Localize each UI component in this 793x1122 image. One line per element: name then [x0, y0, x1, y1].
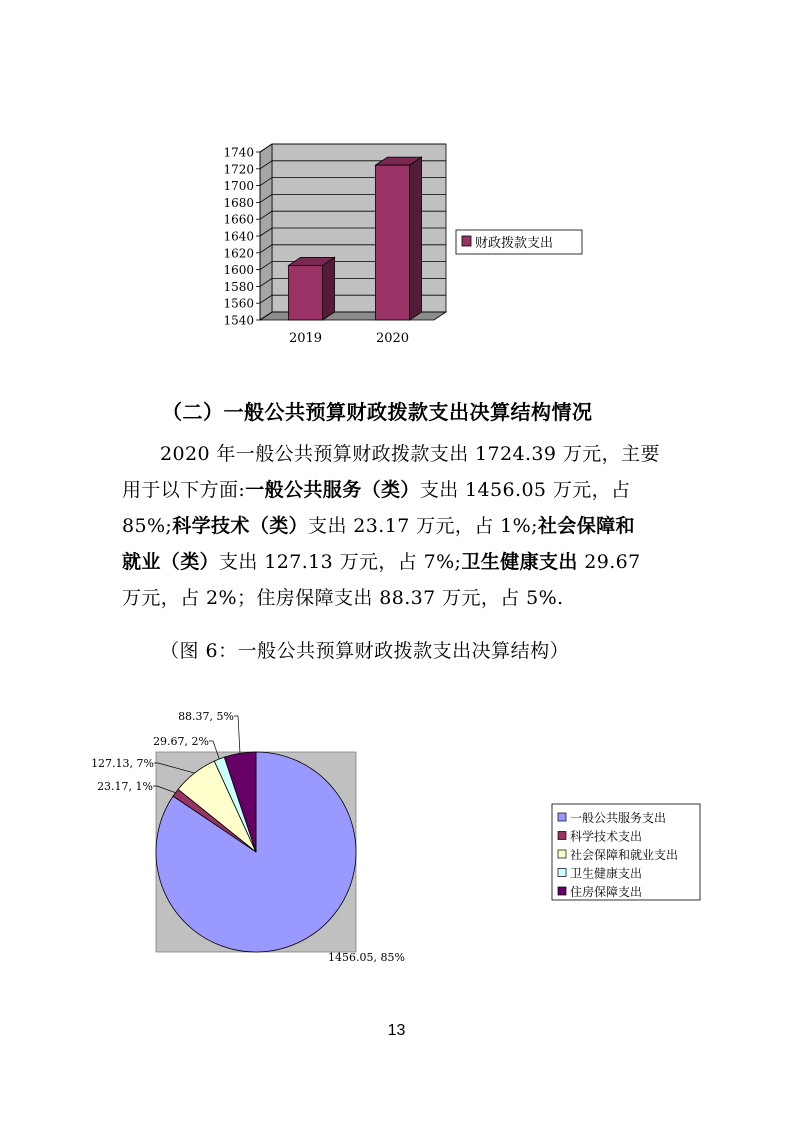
legend-swatch — [558, 887, 566, 895]
y-tick-label: 1740 — [223, 145, 254, 160]
text-segment: 29.67 — [577, 551, 641, 573]
data-label: 23.17, 1% — [97, 780, 153, 793]
y-tick-label: 1640 — [223, 229, 254, 244]
y-tick-label: 1580 — [223, 279, 254, 294]
text-segment: 用于以下方面: — [122, 479, 246, 501]
legend-swatch — [558, 832, 566, 840]
legend-swatch — [462, 236, 471, 246]
y-tick-label: 1600 — [223, 263, 254, 278]
data-label: 88.37, 5% — [178, 710, 234, 723]
legend-swatch — [558, 869, 566, 877]
text-segment: 支出 23.17 万元，占 1%; — [308, 515, 538, 537]
legend-label: 一般公共服务支出 — [570, 811, 667, 825]
text-segment: 支出 127.13 万元，占 7%; — [219, 551, 462, 573]
bar — [376, 165, 410, 320]
y-tick-label: 1680 — [223, 195, 254, 210]
bold-segment: 科学技术（类） — [172, 515, 309, 537]
bar — [289, 265, 323, 320]
legend-label: 社会保障和就业支出 — [570, 848, 679, 862]
y-tick-label: 1620 — [223, 246, 254, 261]
paragraph-line-1: 2020 年一般公共预算财政拨款支出 1724.39 万元，主要 — [160, 443, 660, 465]
bold-segment: 就业（类） — [122, 551, 220, 573]
y-tick-label: 1660 — [223, 212, 254, 227]
page-number: 13 — [387, 1022, 406, 1039]
bold-segment: 一般公共服务（类） — [245, 479, 420, 501]
data-label: 1456.05, 85% — [328, 951, 405, 964]
bold-segment: 卫生健康支出 — [461, 551, 578, 573]
legend-label: 卫生健康支出 — [570, 866, 643, 881]
data-label: 29.67, 2% — [153, 735, 209, 748]
bar-side — [410, 157, 422, 320]
legend-label: 科学技术支出 — [570, 829, 643, 844]
legend-swatch — [558, 813, 566, 821]
leader-line — [234, 716, 240, 753]
bar-side — [323, 257, 335, 320]
bar-chart — [212, 122, 592, 357]
x-tick-label: 2019 — [288, 331, 323, 346]
section-heading: （二）一般公共预算财政拨款支出决算结构情况 — [162, 400, 593, 424]
y-tick-label: 1560 — [223, 296, 254, 311]
pie-chart — [90, 700, 710, 975]
body-paragraph — [122, 436, 682, 616]
paragraph-line-5: 万元，占 2%；住房保障支出 88.37 万元，占 5%. — [122, 587, 564, 609]
paragraph-line-3 — [122, 508, 682, 544]
bold-segment: 社会保障和 — [537, 515, 635, 537]
y-tick-label: 1720 — [223, 162, 254, 177]
paragraph-line-4 — [122, 544, 682, 580]
figure-caption: （图 6：一般公共预算财政拨款支出决算结构） — [160, 640, 570, 662]
x-tick-label: 2020 — [375, 331, 410, 346]
legend-swatch — [558, 850, 566, 858]
paragraph-line-2 — [122, 472, 682, 508]
text-segment: 支出 1456.05 万元，占 — [419, 479, 631, 501]
legend-label: 住房保障支出 — [570, 885, 643, 899]
y-tick-label: 1700 — [223, 179, 254, 194]
data-label: 127.13, 7% — [91, 757, 154, 770]
y-tick-label: 1540 — [223, 313, 254, 328]
text-segment: 85%; — [122, 515, 173, 537]
legend-label: 财政拨款支出 — [475, 236, 554, 251]
